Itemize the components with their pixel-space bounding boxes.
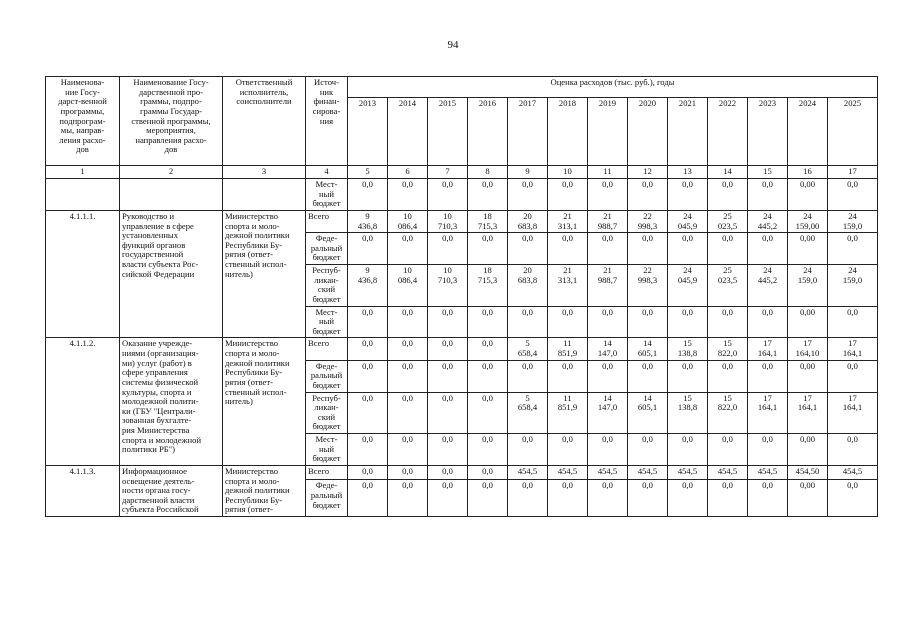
expense-value: 0,0 bbox=[548, 480, 588, 517]
expense-value: 454,5 bbox=[588, 465, 628, 480]
expense-value: 0,0 bbox=[828, 306, 878, 338]
expense-value: 0,0 bbox=[348, 233, 388, 265]
expense-value: 0,0 bbox=[508, 306, 548, 338]
expense-value: 0,0 bbox=[508, 233, 548, 265]
expense-value: 18 715,3 bbox=[468, 210, 508, 232]
expense-value: 0,0 bbox=[348, 360, 388, 392]
header-source: Источ- ник финан- сирова- ния bbox=[306, 77, 348, 166]
header-program: Наименова- ние Госу- дарст-венной программы, подпрограм- мы, направ- ления расхо- дов bbox=[46, 77, 120, 166]
expense-value: 22 998,3 bbox=[628, 210, 668, 232]
expense-value: 0,0 bbox=[348, 465, 388, 480]
expense-value: 0,0 bbox=[748, 434, 788, 466]
expense-value: 0,0 bbox=[668, 480, 708, 517]
expense-value: 0,0 bbox=[668, 179, 708, 211]
expense-value: 5 658,4 bbox=[508, 338, 548, 360]
header-year: 2017 bbox=[508, 98, 548, 166]
expense-value: 0,0 bbox=[348, 434, 388, 466]
expense-value: 11 851,9 bbox=[548, 338, 588, 360]
table-body bbox=[46, 179, 878, 517]
measure-code: 4.1.1.3. bbox=[46, 465, 120, 516]
column-number: 7 bbox=[428, 166, 468, 179]
expense-value: 0,0 bbox=[468, 465, 508, 480]
header-year: 2015 bbox=[428, 98, 468, 166]
expense-value: 454,5 bbox=[668, 465, 708, 480]
header-year: 2021 bbox=[668, 98, 708, 166]
expense-value: 0,0 bbox=[548, 233, 588, 265]
measure-name: Оказание учрежде- ниями (организация- ми) услуг (работ) в сфере управления системы физической культуры, спорта и молодежной полити- ки (ГБУ "Централи- зованная бухгалте- рия Министерства спорта и молодежной политики РБ") bbox=[120, 338, 223, 466]
expense-value: 0,0 bbox=[428, 465, 468, 480]
expense-value: 0,0 bbox=[348, 306, 388, 338]
expense-value: 0,0 bbox=[748, 360, 788, 392]
header-year: 2014 bbox=[388, 98, 428, 166]
expense-value: 0,0 bbox=[748, 179, 788, 211]
expense-value: 0,0 bbox=[668, 233, 708, 265]
header-year: 2019 bbox=[588, 98, 628, 166]
expense-value: 25 023,5 bbox=[708, 265, 748, 307]
expense-value: 24 159,00 bbox=[788, 210, 828, 232]
table-row bbox=[46, 210, 878, 232]
expense-value: 0,0 bbox=[548, 179, 588, 211]
expense-value: 0,0 bbox=[388, 360, 428, 392]
measure-code: 4.1.1.1. bbox=[46, 210, 120, 338]
funding-source: Феде- ральный бюджет bbox=[306, 360, 348, 392]
expense-value: 0,0 bbox=[708, 360, 748, 392]
expense-value: 0,00 bbox=[788, 306, 828, 338]
expense-value: 0,0 bbox=[428, 360, 468, 392]
header-year: 2016 bbox=[468, 98, 508, 166]
measure-name bbox=[120, 179, 223, 211]
table-row bbox=[46, 179, 878, 211]
expense-value: 0,0 bbox=[388, 392, 428, 434]
expense-value: 0,0 bbox=[828, 233, 878, 265]
expense-value: 9 436,8 bbox=[348, 265, 388, 307]
header-year: 2023 bbox=[748, 98, 788, 166]
expense-value: 0,0 bbox=[748, 480, 788, 517]
expense-value: 0,0 bbox=[548, 306, 588, 338]
expense-value: 454,5 bbox=[748, 465, 788, 480]
expense-value: 0,00 bbox=[788, 360, 828, 392]
responsible-executor: Министерство спорта и моло- дежной политики Республики Бу- рятия (ответ- bbox=[223, 465, 306, 516]
expense-value: 0,0 bbox=[508, 360, 548, 392]
header-year: 2022 bbox=[708, 98, 748, 166]
funding-source: Всего bbox=[306, 465, 348, 480]
expense-value: 0,0 bbox=[588, 233, 628, 265]
expense-value: 0,0 bbox=[548, 434, 588, 466]
expense-value: 0,0 bbox=[668, 434, 708, 466]
expense-value: 21 313,1 bbox=[548, 210, 588, 232]
header-measure: Наименование Госу- дарственной про- граммы, подпро- граммы Государ- ственной программы, мероприятия, направления расхо- дов bbox=[120, 77, 223, 166]
expense-value: 21 313,1 bbox=[548, 265, 588, 307]
measure-name: Информационное освещение деятель- ности органа госу- дарственной власти субъекта Российской bbox=[120, 465, 223, 516]
header-expense-estimate: Оценка расходов (тыс. руб.), годы bbox=[348, 77, 878, 98]
header-year: 2025 bbox=[828, 98, 878, 166]
expense-value: 5 658,4 bbox=[508, 392, 548, 434]
expense-value: 0,00 bbox=[788, 179, 828, 211]
expense-value: 24 159,0 bbox=[828, 210, 878, 232]
column-number: 1 bbox=[46, 166, 120, 179]
expense-value: 0,0 bbox=[708, 480, 748, 517]
expense-value: 0,0 bbox=[628, 179, 668, 211]
expense-value: 0,0 bbox=[748, 233, 788, 265]
expense-value: 0,0 bbox=[348, 480, 388, 517]
measure-code bbox=[46, 179, 120, 211]
expense-value: 24 445,2 bbox=[748, 265, 788, 307]
expense-value: 0,0 bbox=[508, 179, 548, 211]
header-year: 2013 bbox=[348, 98, 388, 166]
expense-value: 0,0 bbox=[628, 480, 668, 517]
expense-value: 0,0 bbox=[828, 434, 878, 466]
expense-value: 0,0 bbox=[708, 233, 748, 265]
column-number: 6 bbox=[388, 166, 428, 179]
expense-value: 0,0 bbox=[388, 338, 428, 360]
expense-value: 0,0 bbox=[428, 179, 468, 211]
funding-source: Мест- ный бюджет bbox=[306, 179, 348, 211]
expense-value: 15 822,0 bbox=[708, 392, 748, 434]
expense-value: 0,0 bbox=[588, 306, 628, 338]
expense-value: 17 164,1 bbox=[748, 392, 788, 434]
expense-value: 454,5 bbox=[708, 465, 748, 480]
expense-value: 0,0 bbox=[468, 360, 508, 392]
column-number: 13 bbox=[668, 166, 708, 179]
expense-value: 24 159,0 bbox=[828, 265, 878, 307]
expense-value: 14 605,1 bbox=[628, 392, 668, 434]
header-responsible: Ответственный исполнитель, соисполнители bbox=[223, 77, 306, 166]
expense-value: 0,0 bbox=[468, 233, 508, 265]
expense-value: 0,0 bbox=[428, 480, 468, 517]
responsible-executor bbox=[223, 179, 306, 211]
expense-value: 9 436,8 bbox=[348, 210, 388, 232]
expense-value: 0,0 bbox=[388, 179, 428, 211]
expense-value: 0,0 bbox=[348, 392, 388, 434]
expense-value: 17 164,1 bbox=[788, 392, 828, 434]
expense-value: 0,0 bbox=[468, 480, 508, 517]
expense-value: 14 605,1 bbox=[628, 338, 668, 360]
expense-value: 14 147,0 bbox=[588, 338, 628, 360]
expense-value: 15 138,8 bbox=[668, 392, 708, 434]
expense-value: 0,0 bbox=[388, 480, 428, 517]
expense-value: 0,0 bbox=[428, 392, 468, 434]
expense-value: 10 710,3 bbox=[428, 210, 468, 232]
responsible-executor: Министерство спорта и моло- дежной политики Республики Бу- рятия (ответ- ственный испол- нитель) bbox=[223, 338, 306, 466]
expense-value: 17 164,10 bbox=[788, 338, 828, 360]
expense-value: 0,0 bbox=[468, 392, 508, 434]
table-row bbox=[46, 338, 878, 360]
funding-source: Мест- ный бюджет bbox=[306, 306, 348, 338]
expense-value: 0,0 bbox=[548, 360, 588, 392]
expense-value: 15 138,8 bbox=[668, 338, 708, 360]
funding-source: Респуб- ликан- ский бюджет bbox=[306, 265, 348, 307]
expense-value: 10 710,3 bbox=[428, 265, 468, 307]
expense-value: 0,0 bbox=[428, 306, 468, 338]
column-number: 5 bbox=[348, 166, 388, 179]
funding-source: Всего bbox=[306, 210, 348, 232]
expense-value: 0,0 bbox=[388, 306, 428, 338]
expense-value: 0,0 bbox=[388, 233, 428, 265]
expense-value: 17 164,1 bbox=[828, 392, 878, 434]
expense-value: 0,0 bbox=[348, 338, 388, 360]
column-number: 9 bbox=[508, 166, 548, 179]
expense-value: 0,0 bbox=[428, 338, 468, 360]
expense-value: 22 998,3 bbox=[628, 265, 668, 307]
expense-value: 454,5 bbox=[828, 465, 878, 480]
expense-value: 18 715,3 bbox=[468, 265, 508, 307]
expense-value: 0,0 bbox=[628, 360, 668, 392]
expense-value: 20 683,8 bbox=[508, 210, 548, 232]
expense-value: 0,0 bbox=[588, 179, 628, 211]
expense-value: 0,0 bbox=[628, 306, 668, 338]
expense-value: 0,0 bbox=[388, 465, 428, 480]
measure-code: 4.1.1.2. bbox=[46, 338, 120, 466]
expense-value: 0,00 bbox=[788, 480, 828, 517]
expense-value: 0,0 bbox=[508, 480, 548, 517]
column-number: 2 bbox=[120, 166, 223, 179]
table-row bbox=[46, 465, 878, 480]
expense-value: 0,0 bbox=[628, 233, 668, 265]
expense-value: 0,0 bbox=[468, 434, 508, 466]
column-number: 17 bbox=[828, 166, 878, 179]
column-number: 3 bbox=[223, 166, 306, 179]
column-number: 12 bbox=[628, 166, 668, 179]
expense-value: 0,00 bbox=[788, 434, 828, 466]
expense-value: 0,0 bbox=[588, 360, 628, 392]
expense-value: 0,0 bbox=[828, 360, 878, 392]
expense-value: 10 086,4 bbox=[388, 265, 428, 307]
expense-value: 24 445,2 bbox=[748, 210, 788, 232]
table-header bbox=[46, 77, 878, 179]
expense-value: 21 988,7 bbox=[588, 265, 628, 307]
expense-value: 454,5 bbox=[628, 465, 668, 480]
expense-value: 454,5 bbox=[508, 465, 548, 480]
expense-value: 0,0 bbox=[828, 179, 878, 211]
expense-value: 0,0 bbox=[828, 480, 878, 517]
expense-value: 11 851,9 bbox=[548, 392, 588, 434]
funding-source: Феде- ральный бюджет bbox=[306, 233, 348, 265]
column-number: 11 bbox=[588, 166, 628, 179]
header-year: 2018 bbox=[548, 98, 588, 166]
header-year: 2020 bbox=[628, 98, 668, 166]
expense-value: 21 988,7 bbox=[588, 210, 628, 232]
expense-value: 0,0 bbox=[708, 434, 748, 466]
expense-value: 0,0 bbox=[708, 306, 748, 338]
measure-name: Руководство и управление в сфере установленных функций органов государственной власти субъекта Рос- сийской Федерации bbox=[120, 210, 223, 338]
column-number: 10 bbox=[548, 166, 588, 179]
expense-value: 0,0 bbox=[708, 179, 748, 211]
expense-value: 24 045,9 bbox=[668, 265, 708, 307]
funding-source: Всего bbox=[306, 338, 348, 360]
expense-value: 14 147,0 bbox=[588, 392, 628, 434]
expense-value: 454,50 bbox=[788, 465, 828, 480]
funding-source: Феде- ральный бюджет bbox=[306, 480, 348, 517]
expenses-table bbox=[45, 76, 878, 517]
expense-value: 24 159,0 bbox=[788, 265, 828, 307]
column-number: 15 bbox=[748, 166, 788, 179]
header-year: 2024 bbox=[788, 98, 828, 166]
expense-value: 0,0 bbox=[468, 179, 508, 211]
expense-value: 0,0 bbox=[388, 434, 428, 466]
expense-value: 10 086,4 bbox=[388, 210, 428, 232]
expense-value: 0,0 bbox=[668, 306, 708, 338]
expense-value: 0,0 bbox=[508, 434, 548, 466]
expense-value: 0,0 bbox=[428, 434, 468, 466]
page-number: 94 bbox=[447, 39, 459, 51]
expense-value: 15 822,0 bbox=[708, 338, 748, 360]
expense-value: 0,0 bbox=[588, 434, 628, 466]
column-number: 8 bbox=[468, 166, 508, 179]
expense-value: 0,0 bbox=[748, 306, 788, 338]
expense-value: 17 164,1 bbox=[828, 338, 878, 360]
expense-value: 24 045,9 bbox=[668, 210, 708, 232]
expense-value: 0,0 bbox=[628, 434, 668, 466]
funding-source: Мест- ный бюджет bbox=[306, 434, 348, 466]
funding-source: Респуб- ликан- ский бюджет bbox=[306, 392, 348, 434]
expense-value: 0,0 bbox=[468, 306, 508, 338]
expense-value: 0,0 bbox=[588, 480, 628, 517]
expense-value: 454,5 bbox=[548, 465, 588, 480]
column-number: 4 bbox=[306, 166, 348, 179]
expense-value: 0,00 bbox=[788, 233, 828, 265]
expense-value: 25 023,5 bbox=[708, 210, 748, 232]
expense-value: 0,0 bbox=[668, 360, 708, 392]
column-number: 16 bbox=[788, 166, 828, 179]
expense-value: 20 683,8 bbox=[508, 265, 548, 307]
expense-value: 17 164,1 bbox=[748, 338, 788, 360]
expense-value: 0,0 bbox=[428, 233, 468, 265]
responsible-executor: Министерство спорта и моло- дежной политики Республики Бу- рятия (ответ- ственный испол- нитель) bbox=[223, 210, 306, 338]
expense-value: 0,0 bbox=[348, 179, 388, 211]
expense-value: 0,0 bbox=[468, 338, 508, 360]
column-number: 14 bbox=[708, 166, 748, 179]
